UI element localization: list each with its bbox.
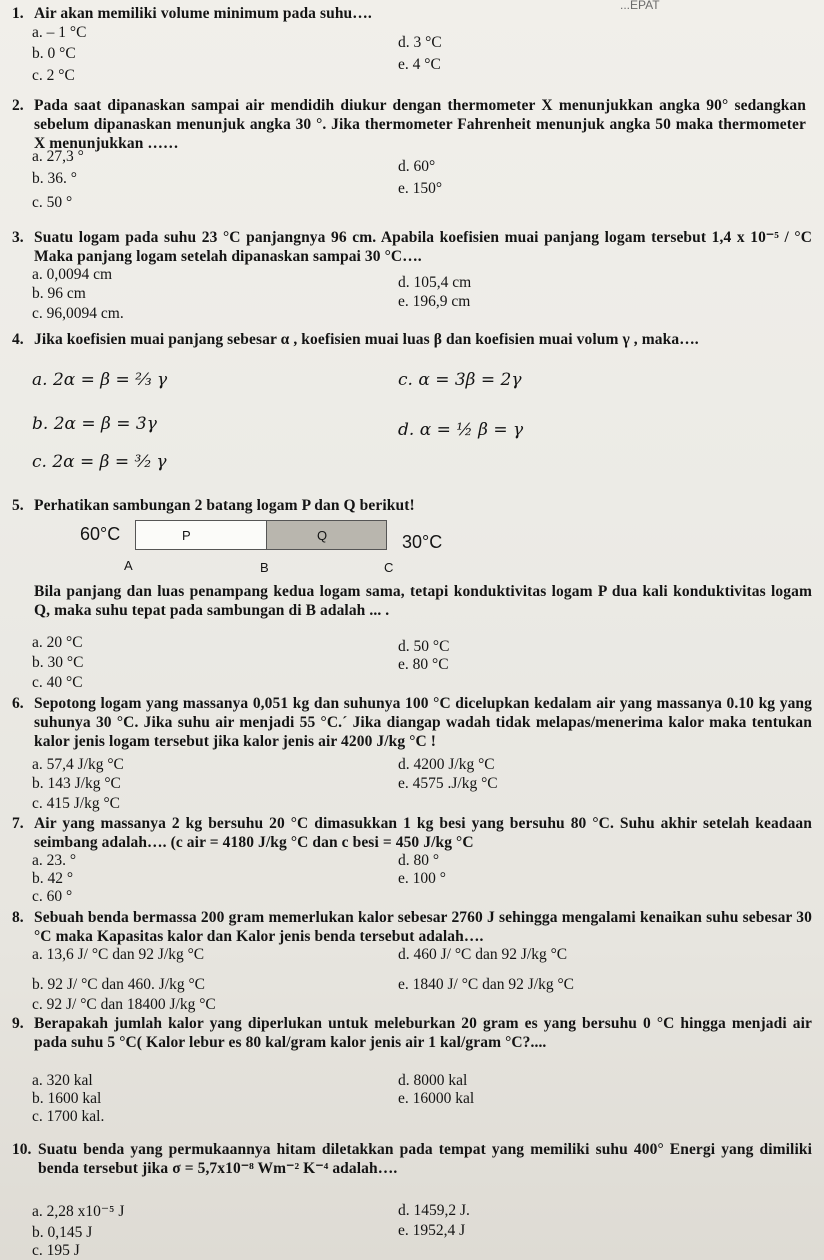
option-a: a. 27,3 ° [32, 148, 84, 165]
question-4 [12, 330, 812, 349]
right-temperature: 30°C [402, 532, 443, 552]
question-text: Sepotong logam yang massanya 0,051 kg dan suhunya 100 °C dicelupkan kedalam air yang massanya 0.10 kg yang suhunya 30 °C. Jika suhu air menjadi 55 °C.´ Jika diangap wadah tidak melapas/menerima kalor maka tentukan kalor jenis logam tersebut jika kalor jenis air 4200 J/kg °C ! [34, 695, 812, 750]
option-e: e. 150° [398, 180, 443, 197]
option-e: e. 100 ° [398, 870, 446, 887]
question-3 [12, 228, 812, 266]
option-e: e. 80 °C [398, 656, 449, 673]
option-b: b. 30 °C [32, 654, 84, 671]
option-e: e. 4 °C [398, 56, 441, 73]
point-b-label: B [260, 560, 269, 575]
question-number: 3. [12, 229, 24, 246]
option-b: b. 2α = β = 3γ [32, 414, 157, 434]
option-b: b. 143 J/kg °C [32, 775, 121, 792]
option-b: b. 1600 kal [32, 1090, 102, 1107]
option-a: a. 2α = β = ²⁄₃ γ [32, 370, 168, 390]
question-number: 7. [12, 815, 24, 832]
option-a: a. 13,6 J/ °C dan 92 J/kg °C [32, 946, 205, 963]
option-c: c. 92 J/ °C dan 18400 J/kg °C [32, 996, 216, 1013]
option-d: d. 105,4 cm [398, 274, 472, 291]
option-d: d. 50 °C [398, 638, 450, 655]
option-e: e. 196,9 cm [398, 293, 471, 310]
option-d: d. α = ½ β = γ [398, 420, 524, 440]
question-text: Bila panjang dan luas penampang kedua logam sama, tetapi konduktivitas logam P dua kali konduktivitas logam Q, maka suhu tepat pada sambungan di B adalah ... . [34, 583, 812, 619]
question-5 [12, 496, 812, 515]
option-b: b. 96 cm [32, 285, 86, 302]
option-b: b. 0 °C [32, 45, 76, 62]
question-number: 9. [12, 1015, 24, 1032]
option-a: a. – 1 °C [32, 24, 87, 41]
point-c-label: C [384, 560, 394, 575]
option-b: b. 36. ° [32, 170, 77, 187]
option-a: a. 20 °C [32, 634, 83, 651]
option-b: b. 42 ° [32, 870, 74, 887]
question-text: Sebuah benda bermassa 200 gram memerlukan kalor sebesar 2760 J sehingga mengalami kenaikan suhu sebesar 30 °C maka Kapasitas kalor dan Kalor jenis benda tersebut adalah…. [34, 909, 812, 945]
question-6 [12, 694, 812, 751]
option-c: c. 1700 kal. [32, 1108, 105, 1125]
question-7 [12, 814, 812, 852]
option-e: e. 1952,4 J [398, 1222, 466, 1239]
option-e: e. 1840 J/ °C dan 92 J/kg °C [398, 976, 575, 993]
point-a-label: A [124, 558, 133, 573]
question-text: Suatu logam pada suhu 23 °C panjangnya 96 cm. Apabila koefisien muai panjang logam tersebut 1,4 x 10⁻⁵ / °C Maka panjang logam setelah dipanaskan sampai 30 °C…. [34, 229, 812, 265]
question-text: Perhatikan sambungan 2 batang logam P dan Q berikut! [34, 497, 415, 514]
question-8 [12, 908, 812, 946]
question-text: Air akan memiliki volume minimum pada suhu…. [34, 5, 372, 22]
option-d: d. 1459,2 J. [398, 1202, 470, 1219]
rod-p-label: P [182, 527, 191, 543]
question-text: Air yang massanya 2 kg bersuhu 20 °C dimasukkan 1 kg besi yang bersuhu 80 °C. Suhu akhir setelah keadaan seimbang adalah…. (c air = 4180 J/kg °C dan c besi = 450 J/kg °C [34, 815, 812, 851]
option-d: d. 60° [398, 158, 436, 175]
option-a: a. 320 kal [32, 1072, 93, 1089]
option-e: e. 4575 .J/kg °C [398, 775, 498, 792]
question-number: 5. [12, 497, 24, 514]
option-c: c. 96,0094 cm. [32, 305, 124, 322]
question-9 [12, 1014, 812, 1052]
header-scrawl: ...EPAT [620, 0, 660, 12]
question-number: 1. [12, 5, 24, 22]
option-d: d. 80 ° [398, 852, 440, 869]
option-d: d. 3 °C [398, 34, 442, 51]
question-number: 6. [12, 695, 24, 712]
option-c: c. 50 ° [32, 194, 73, 211]
left-temperature: 60°C [80, 524, 121, 544]
question-text: Pada saat dipanaskan sampai air mendidih diukur dengan thermometer X menunjukkan angka 90° sedangkan sebelum dipanaskan menunjuk angka 30 °. Jika thermometer Fahrenheit menunjuk angka 50 maka thermometer X menunjukkan …… [34, 97, 806, 152]
option-d: d. 8000 kal [398, 1072, 468, 1089]
option-c: c. 195 J [32, 1242, 80, 1259]
option-d: d. 460 J/ °C dan 92 J/kg °C [398, 946, 568, 963]
option-c: c. 60 ° [32, 888, 73, 905]
rod-q [267, 520, 387, 550]
question-text: Jika koefisien muai panjang sebesar α , koefisien muai luas β dan koefisien muai volum γ , maka…. [34, 331, 699, 348]
option-c: c. 415 J/kg °C [32, 795, 121, 812]
question-5-continued [12, 582, 812, 620]
question-number: 4. [12, 331, 24, 348]
question-text: Suatu benda yang permukaannya hitam diletakkan pada tempat yang memiliki suhu 400° Energi yang dimiliki benda tersebut jika σ = 5,7x10⁻⁸ Wm⁻² K⁻⁴ adalah…. [38, 1141, 812, 1177]
question-10 [12, 1140, 812, 1178]
option-a: a. 2,28 x10⁻⁵ J [32, 1203, 125, 1220]
option-a: a. 23. ° [32, 852, 77, 869]
option-e: e. 16000 kal [398, 1090, 475, 1107]
option-c: c. 2α = β = ³⁄₂ γ [32, 452, 167, 472]
option-d: d. 4200 J/kg °C [398, 756, 495, 773]
question-2 [12, 96, 812, 153]
question-number: 8. [12, 909, 24, 926]
option-a: a. 57,4 J/kg °C [32, 756, 124, 773]
option-c: c. 40 °C [32, 674, 83, 691]
rod-diagram [135, 520, 387, 550]
option-b: b. 0,145 J [32, 1224, 93, 1241]
question-text: Berapakah jumlah kalor yang diperlukan untuk meleburkan 20 gram es yang bersuhu 0 °C hingga menjadi air pada suhu 5 °C( Kalor lebur es 80 kal/gram kalor jenis air 1 kal/gram °C?.... [34, 1015, 812, 1051]
rod-q-label: Q [317, 527, 328, 543]
rod-p [135, 520, 267, 550]
option-c-right: c. α = 3β = 2γ [398, 370, 522, 390]
question-number: 10. [12, 1141, 32, 1158]
option-a: a. 0,0094 cm [32, 266, 113, 283]
option-b: b. 92 J/ °C dan 460. J/kg °C [32, 976, 206, 993]
question-1 [12, 4, 812, 23]
option-c: c. 2 °C [32, 67, 75, 84]
question-number: 2. [12, 97, 24, 114]
